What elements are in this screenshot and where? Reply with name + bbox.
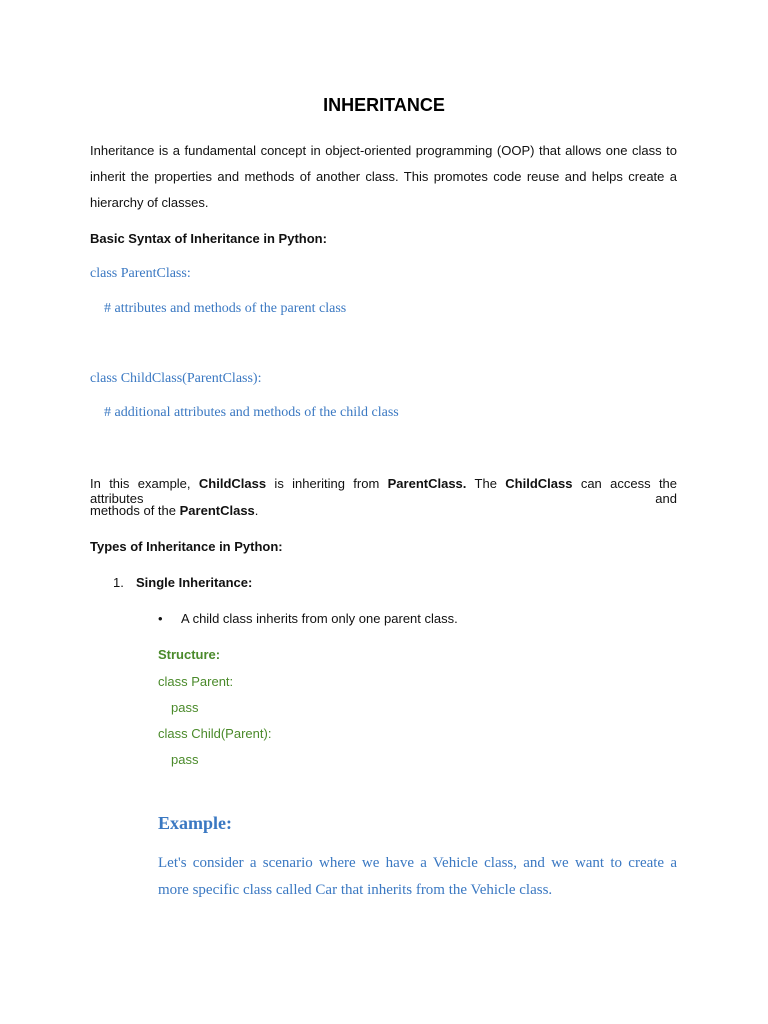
explanation-text: The — [466, 476, 506, 491]
structure-child-pass: pass — [171, 752, 199, 767]
example-line-1: Let's consider a scenario where we have a Vehicle class, and we want to create a — [158, 855, 677, 871]
explanation-text: . — [254, 503, 259, 518]
page-title: INHERITANCE — [323, 95, 445, 115]
example-heading: Example: — [158, 813, 232, 833]
code-parent-comment-line: # attributes and methods of the parent class — [104, 301, 347, 316]
code-parent-class-line: class ParentClass: — [90, 266, 191, 281]
explanation-line-2 — [90, 503, 258, 518]
intro-line-2: inherit the properties and methods of another class. This promotes code reuse and helps create a — [90, 169, 677, 184]
bullet-text: A child class inherits from only one parent class. — [181, 611, 458, 626]
list-item-number: 1. — [113, 575, 124, 590]
explanation-emphasis: ParentClass. — [387, 476, 467, 491]
code-child-comment-line: # additional attributes and methods of the child class — [104, 405, 399, 420]
structure-parent-pass: pass — [171, 700, 199, 715]
explanation-emphasis: ParentClass — [179, 503, 255, 518]
explanation-text: can access the attributes and — [90, 476, 678, 506]
explanation-emphasis: ChildClass — [505, 476, 573, 491]
structure-label: Structure: — [158, 647, 221, 662]
explanation-text: is inheriting from — [266, 476, 388, 491]
explanation-text: methods of the — [90, 503, 180, 518]
explanation-line-1 — [90, 476, 677, 506]
explanation-emphasis: ChildClass — [198, 476, 267, 491]
bullet-icon: • — [158, 611, 163, 626]
syntax-heading: Basic Syntax of Inheritance in Python: — [90, 231, 327, 246]
intro-line-3: hierarchy of classes. — [90, 195, 209, 210]
intro-line-1: Inheritance is a fundamental concept in object-oriented programming (OOP) that allows one class to — [90, 143, 677, 158]
structure-child-line: class Child(Parent): — [158, 726, 272, 741]
list-item-single-inheritance: Single Inheritance: — [136, 575, 253, 590]
structure-parent-line: class Parent: — [158, 674, 234, 689]
example-line-2: more specific class called Car that inherits from the Vehicle class. — [158, 882, 553, 898]
code-child-class-line: class ChildClass(ParentClass): — [90, 371, 262, 386]
types-heading: Types of Inheritance in Python: — [90, 539, 283, 554]
explanation-text: In this example, — [90, 476, 199, 491]
